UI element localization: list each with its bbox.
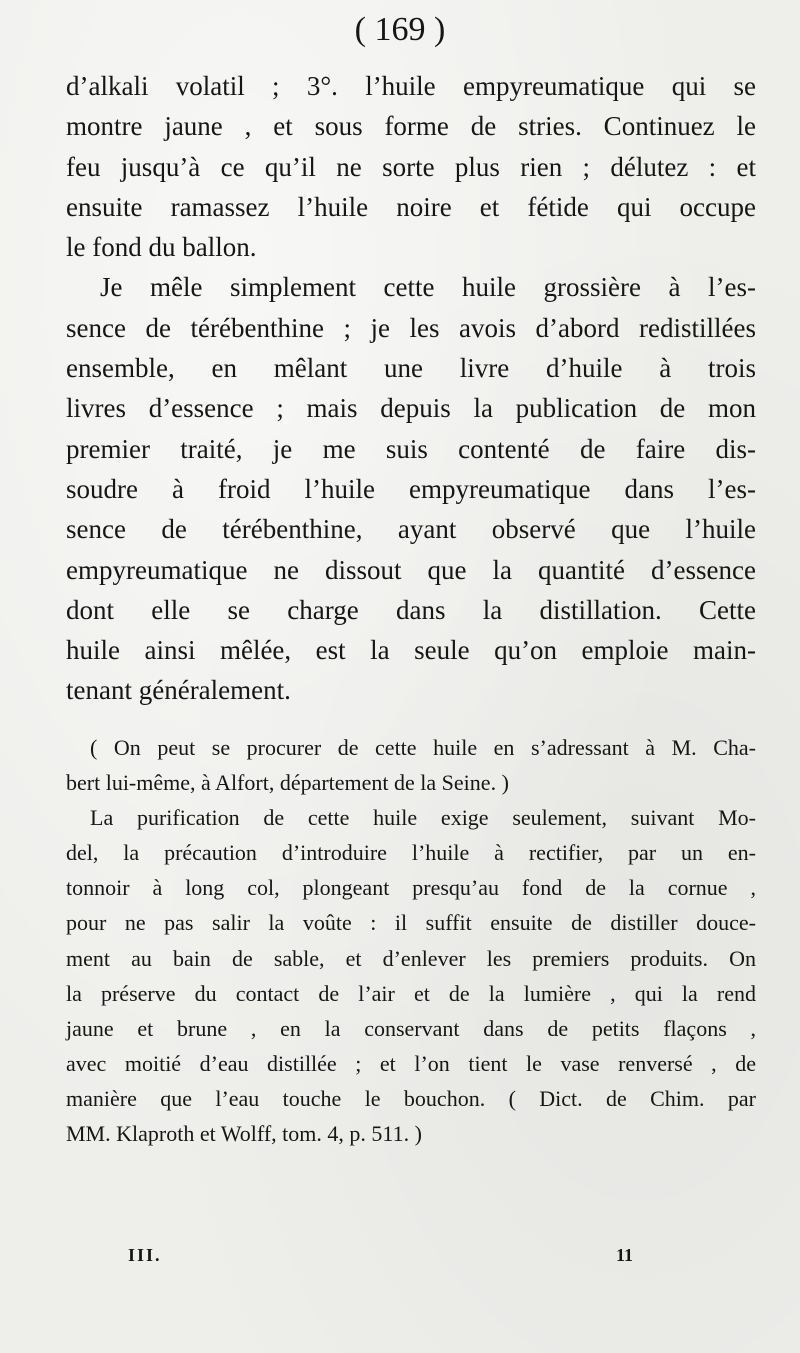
signature-mark-right: 11 [616,1245,634,1265]
main-line: empyreumatique ne dissout que la quantité d’essence [66,554,756,585]
main-line: huile ainsi mêlée, est la seule qu’on emploie main- [66,635,756,666]
note-line: la préserve du contact de l’air et de la lumière , qui la rend [66,980,756,1006]
main-line: tenant généralement. [66,675,291,706]
main-line: montre jaune , et sous forme de stries. Continuez le [66,111,756,142]
note-line: avec moitié d’eau distillée ; et l’on tient le vase renversé , de [66,1050,756,1076]
main-line: d’alkali volatil ; 3°. l’huile empyreumatique qui se [66,71,756,101]
note-text-block [66,730,756,1151]
page-number: ( 169 ) [354,11,446,48]
main-line: soudre à froid l’huile empyreumatique dans l’es- [66,473,756,504]
note-line: ment au bain de sable, et d’enlever les premiers produits. On [66,945,756,971]
main-line: le fond du ballon. [66,232,257,263]
main-line: Je mêle simplement cette huile grossière à l’es- [100,272,756,303]
note-line: manière que l’eau touche le bouchon. ( Dict. de Chim. par [66,1085,756,1111]
main-line: ensuite ramassez l’huile noire et fétide qui occupe [66,191,756,222]
note-line: tonnoir à long col, plongeant presqu’au fond de la cornue , [66,875,756,901]
main-line: sence de térébenthine ; je les avois d’abord redistillées [66,312,756,343]
note-line: MM. Klaproth et Wolff, tom. 4, p. 511. ) [66,1121,422,1147]
main-text-block [66,66,756,711]
note-line: ( On peut se procurer de cette huile en s’adressant à M. Cha- [90,735,756,760]
note-line: del, la précaution d’introduire l’huile à rectifier, par un en- [66,840,756,866]
note-line: bert lui-même, à Alfort, département de la Seine. ) [66,770,509,796]
note-line: La purification de cette huile exige seulement, suivant Mo- [90,805,756,831]
main-line: sence de térébenthine, ayant observé que l’huile [66,514,756,545]
main-line: dont elle se charge dans la distillation. Cette [66,594,756,625]
note-line: pour ne pas salir la voûte : il suffit ensuite de distiller douce- [66,910,756,936]
signature-mark-left: III. [128,1245,162,1265]
main-line: ensemble, en mêlant une livre d’huile à trois [66,353,756,384]
main-line: feu jusqu’à ce qu’il ne sorte plus rien ; délutez : et [66,151,756,182]
note-line: jaune et brune , en la conservant dans de petits flaçons , [66,1015,756,1041]
main-line: livres d’essence ; mais depuis la publication de mon [66,393,756,424]
main-line: premier traité, je me suis contenté de faire dis- [66,433,756,464]
